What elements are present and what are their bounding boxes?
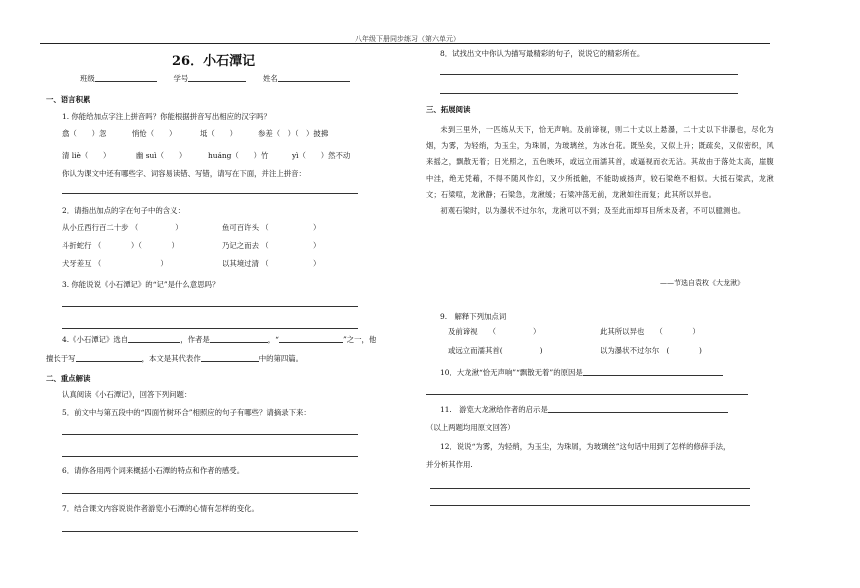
q4-blank-4[interactable] <box>76 361 142 362</box>
answer-line[interactable] <box>62 493 358 494</box>
q4-line-1 <box>62 336 376 343</box>
s2-intro: 认真阅读《小石潭记》，回答下列问题： <box>62 390 192 399</box>
answer-line[interactable] <box>430 488 750 489</box>
q5-text: 5．前文中与第五段中的“四面竹树环合”相照应的句子有哪些？请摘录下来： <box>62 408 311 417</box>
q11-text: 11. 游览大龙湫给作者的启示是 <box>440 405 548 414</box>
answer-line[interactable] <box>440 93 738 94</box>
q4-part-d: ”之一，他 <box>342 335 377 344</box>
q1-row1-d: 参差（ ）（ ）披拂 <box>258 129 329 138</box>
page-header: 八年级下册同步练习（第六单元） <box>355 35 460 43</box>
q2-item-6: 以其境过清 （ ） <box>222 259 321 268</box>
q4-part-f: ，本文是其代表作 <box>141 354 201 363</box>
q1-row1-b: 悄怆（ ） <box>132 129 177 138</box>
answer-line[interactable] <box>62 328 358 329</box>
q8-text: 8．试找出文中你认为描写最精彩的句子，说说它的精彩所在。 <box>440 49 645 58</box>
page-title: 26．小石潭记 <box>172 54 256 69</box>
q11-note: （以上两题均用原文回答） <box>426 423 515 432</box>
passage-paragraph-1: 未到三里外，一匹练从天下，恰无声响。及前谛视，则二十丈以上悬瀑，二十丈以下非瀑也，尽化为烟，为雾，为轻绡，为玉尘，为珠屑，为玻璃丝，为冰台花。既坠矣，又似上升；既疏矣，又似密织，风来摇之，飘散无着；日光照之，五色映环，或远立而濡其首，或逼视而衣无沾。其故由于落处太高，崖腹中洼，绝无凭藉，不得不随风作幻，又少所抵触，不能助威扬声，较石梁绝不相似。大抵石梁武，龙湫文；石梁喧，龙湫静；石梁急，龙湫缓；石梁冲荡无前，龙湫如往而复；此其所以异也。 <box>426 125 774 199</box>
class-label: 班级 <box>80 74 95 83</box>
q7-text: 7．结合课文内容说说作者游览小石潭的心情有怎样的变化。 <box>62 504 259 513</box>
q4-blank-5[interactable] <box>201 361 259 362</box>
q1-row2-c: huáng（ ）竹 <box>208 151 269 160</box>
id-label: 学号 <box>173 74 189 83</box>
q2-item-3: 斗折蛇行 （ ）（ ） <box>62 241 179 250</box>
q4-part-c: ，“ <box>267 335 279 344</box>
q11-line <box>440 406 728 413</box>
q1-row2-a: 清 liè（ ） <box>62 151 111 160</box>
section-2-title: 二、重点解读 <box>46 374 91 383</box>
q4-part-e: 擅长于写 <box>46 354 76 363</box>
q4-part-b: ，作者是 <box>180 335 210 344</box>
q9-item-3: 或远立而濡其首( ) <box>448 346 543 355</box>
q12-text-cont: 并分析其作用. <box>426 460 473 469</box>
student-info-row <box>80 75 350 82</box>
q10-text: 10．大龙湫“恰无声响”“飘散无着”的原因是 <box>440 368 583 377</box>
q9-item-2: 此其所以异也 （ ） <box>600 327 700 336</box>
answer-line[interactable] <box>440 74 738 75</box>
reading-passage <box>426 122 774 219</box>
q3-text: 3. 你能说说《小石潭记》的“记”是什么意思吗？ <box>62 280 220 289</box>
answer-line[interactable] <box>430 505 750 506</box>
q4-blank-2[interactable] <box>210 342 268 343</box>
answer-line[interactable] <box>62 193 358 194</box>
passage-paragraph-2: 初观石梁时，以为瀑状不过尔尔，龙湫可以不到；及至此而却耳目所未及者，不可以臆测也。 <box>440 206 746 216</box>
q10-line <box>440 369 723 376</box>
passage-source: ——节选自袁枚《大龙湫》 <box>660 279 744 287</box>
answer-line[interactable] <box>62 306 358 307</box>
q4-part-a: 4.《小石潭记》选自 <box>62 335 129 344</box>
q2-item-2: 鱼可百许头 （ ） <box>222 223 321 232</box>
answer-line[interactable] <box>426 394 748 395</box>
q11-blank[interactable] <box>548 412 728 413</box>
q4-blank-1[interactable] <box>128 342 180 343</box>
q1-row1-a: 翕（ ）忽 <box>62 129 107 138</box>
q2-item-1: 从小丘西行百二十步 （ ） <box>62 223 183 232</box>
q10-blank[interactable] <box>583 375 723 376</box>
q4-part-g: 中的第四篇。 <box>258 354 304 363</box>
section-3-title: 三、拓展阅读 <box>426 105 471 114</box>
q12-text: 12．说说“为雾，为轻绡，为玉尘，为珠屑，为玻璃丝”这句话中用到了怎样的修辞手法， <box>440 442 731 451</box>
name-field[interactable] <box>278 81 350 82</box>
q1-row2-b: 幽 suì（ ） <box>136 151 187 160</box>
q1-text: 1. 你能给加点字注上拼音吗？你能根据拼音写出相应的汉字吗？ <box>62 112 271 121</box>
q6-text: 6．请你各用两个词来概括小石潭的特点和作者的感受。 <box>62 466 245 475</box>
q2-item-4: 乃记之而去 （ ） <box>222 241 321 250</box>
q1-row1-c: 坻（ ） <box>200 129 237 138</box>
id-field[interactable] <box>188 81 246 82</box>
q9-item-1: 及前谛视 （ ） <box>448 327 541 336</box>
class-field[interactable] <box>95 81 157 82</box>
q2-item-5: 犬牙差互 （ ） <box>62 259 168 268</box>
q9-item-4: 以为瀑状不过尔尔 ( ) <box>600 346 702 355</box>
q4-blank-3[interactable] <box>279 342 343 343</box>
answer-line[interactable] <box>62 456 358 457</box>
q2-text: 2．请指出加点的字在句子中的含义： <box>62 206 185 215</box>
name-label: 姓名 <box>263 74 278 83</box>
answer-line[interactable] <box>62 434 358 435</box>
q4-line-2 <box>46 355 303 362</box>
q1-note: 你认为课文中还有哪些字、词容易读错、写错，请写在下面，并注上拼音： <box>62 169 306 178</box>
q1-row2-d: yì（ ）然不动 <box>292 151 351 160</box>
section-1-title: 一、语言积累 <box>46 95 91 104</box>
q9-text: 9. 解释下列加点词 <box>440 312 507 321</box>
answer-line[interactable] <box>62 531 358 532</box>
header-rule <box>40 43 770 44</box>
